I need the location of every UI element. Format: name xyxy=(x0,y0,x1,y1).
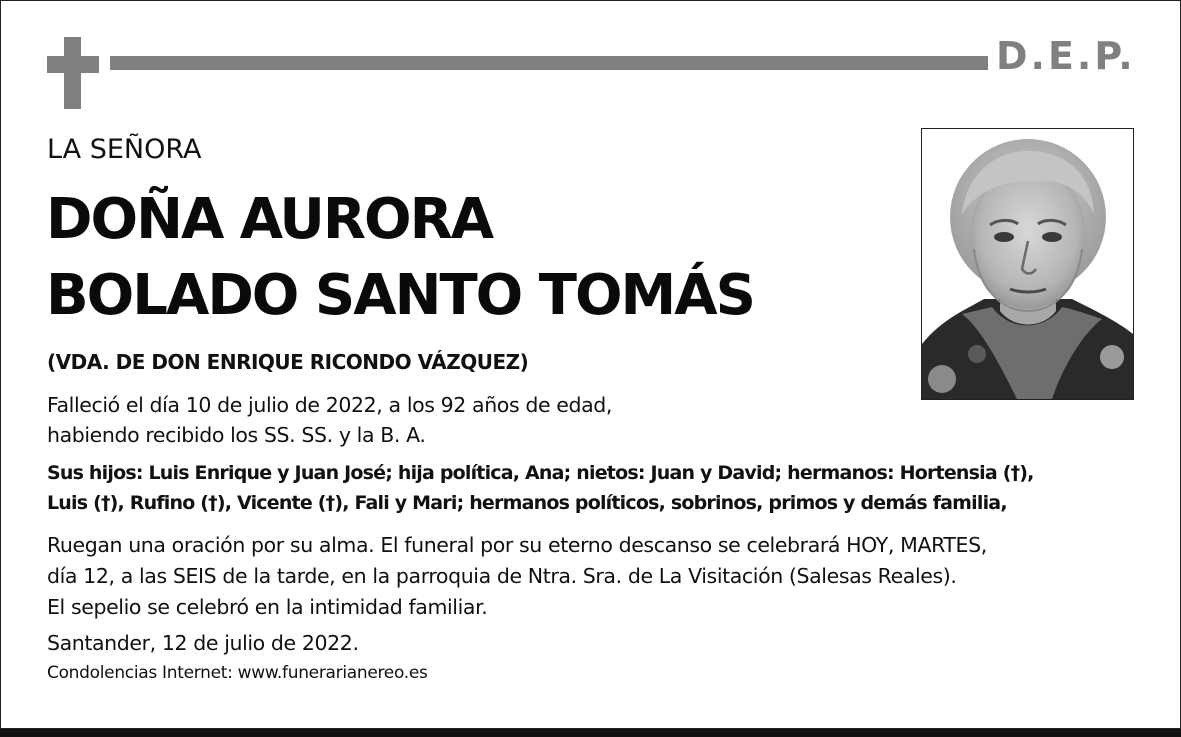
family-line1: Sus hijos: Luis Enrique y Juan José; hija política, Ana; nietos: Juan y David; hermanos: Hortensia (†), xyxy=(47,462,1034,484)
place-date: Santander, 12 de julio de 2022. xyxy=(47,631,359,655)
dep-label: D.E.P. xyxy=(996,34,1136,78)
funeral-line3: El sepelio se celebró en la intimidad familiar. xyxy=(47,595,488,619)
family-line2: Luis (†), Rufino (†), Vicente (†), Fali y Mari; hermanos políticos, sobrinos, primos y demás familia, xyxy=(47,492,1007,514)
death-details-line2: habiendo recibido los SS. SS. y la B. A. xyxy=(47,423,426,447)
funeral-line2: día 12, a las SEIS de la tarde, en la parroquia de Ntra. Sra. de La Visitación (Salesas Reales). xyxy=(47,564,957,588)
latin-cross-icon xyxy=(47,37,99,109)
header-rule xyxy=(110,56,988,70)
bottom-rule xyxy=(0,729,1181,737)
deceased-name-line2: BOLADO SANTO TOMÁS xyxy=(46,263,754,328)
funeral-line1: Ruegan una oración por su alma. El funeral por su eterno descanso se celebrará HOY, MARTES, xyxy=(47,533,987,557)
deceased-name-line1: DOÑA AURORA xyxy=(46,187,493,252)
intro-title: LA SEÑORA xyxy=(47,134,202,165)
widow-of-line: (VDA. DE DON ENRIQUE RICONDO VÁZQUEZ) xyxy=(47,350,529,374)
death-details-line1: Falleció el día 10 de julio de 2022, a los 92 años de edad, xyxy=(47,393,613,417)
condolences-line: Condolencias Internet: www.funerarianereo.es xyxy=(47,663,428,683)
portrait-photo xyxy=(921,128,1134,400)
